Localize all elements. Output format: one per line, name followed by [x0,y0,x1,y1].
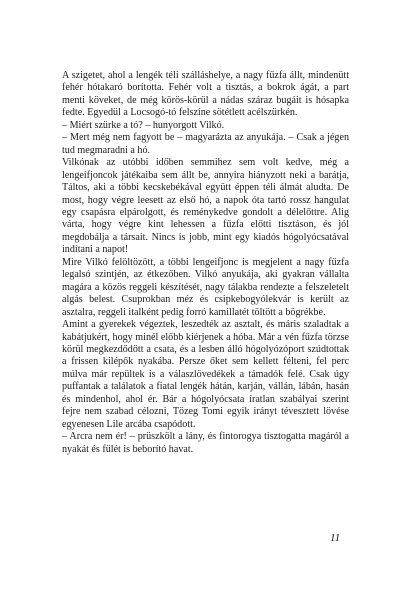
body-text [62,70,349,456]
paragraph: – Miért szürke a tó? – hunyorgott Vilkó. [62,119,225,131]
page-number: 11 [330,532,341,544]
paragraph: Mire Vilkó felöltözött, a többi lengeifjonc is megjelent a nagy fűzfa legalsó szintjén, az étkezőben. Vilkó anyukája, aki gyakran vállalta magára a közös reggeli készítését, nagy tálakba rendezte a felszeletelt algás belest. Csuprokban méz és csipkebogyólekvár is került az asztalra, reggeli italként pedig forró kamillatét töltött a bögrékbe. [62,256,349,318]
paragraph: – Mert még nem fagyott be – magyarázta az anyukája. – Csak a jégen tud megmaradni a hó. [62,132,349,156]
paragraph: A szigetet, ahol a lengék téli szálláshelye, a nagy fűzfa állt, mindenütt fehér hótakaró borította. Fehér volt a tisztás, a bokrok ágát, a part menti köveket, de még körös-körül a nádas száraz bugáit is hósapka fedte. Egyedül a Locsogó-tó felszíne sötétlett acélszürkén. [62,70,349,119]
paragraph: Vilkónak az utóbbi időben semmihez sem volt kedve, még a lengeifjoncok játékaiba sem állt be, annyira hiányzott neki a barátja, Táltos, aki a többi kecskebékával együtt éppen téli álmát aludta. De most, hogy végre leesett az első hó, a napok óta tartó rossz hangulat egy csapásra elpárolgott, és reménykedve gondolt a délelőttre. Alig várta, hogy végre kint lehessen a fűzfa előtti tisztáson, és jól megdobálja a társait. Nincs is jobb, mint egy kiadós hógolyócsatával indítani a napot! [62,157,349,256]
paragraph: Amint a gyerekek végeztek, leszedték az asztalt, és máris szaladtak a kabátjukért, hogy minél előbb kiérjenek a hóba. Már a vén fűzfa törzse körül megkezdődött a csata, és a lesben álló hógolyózóport szúdtottak a frissen kilépők nyakába. Persze őket sem kellett félteni, fel perc múlva már repültek is a válaszlövedékek a támadók felé. Csak úgy puffantak a találatok a fiatal lengék hátán, karján, vállán, lábán, hasán és mindenhol, ahol ér. Bár a hógolyócsata íratlan szabályai szerint fejre nem szabad célozni, Tözeg Tomi egyik irányt tévesztett lövése egyenesen Lile arcába csapódott. [62,319,349,430]
paragraph: – Arcra nem ér! – prüszkölt a lány, és fintorogya tisztogatta magáról a nyakát és fülét is beborító havat. [62,431,349,455]
